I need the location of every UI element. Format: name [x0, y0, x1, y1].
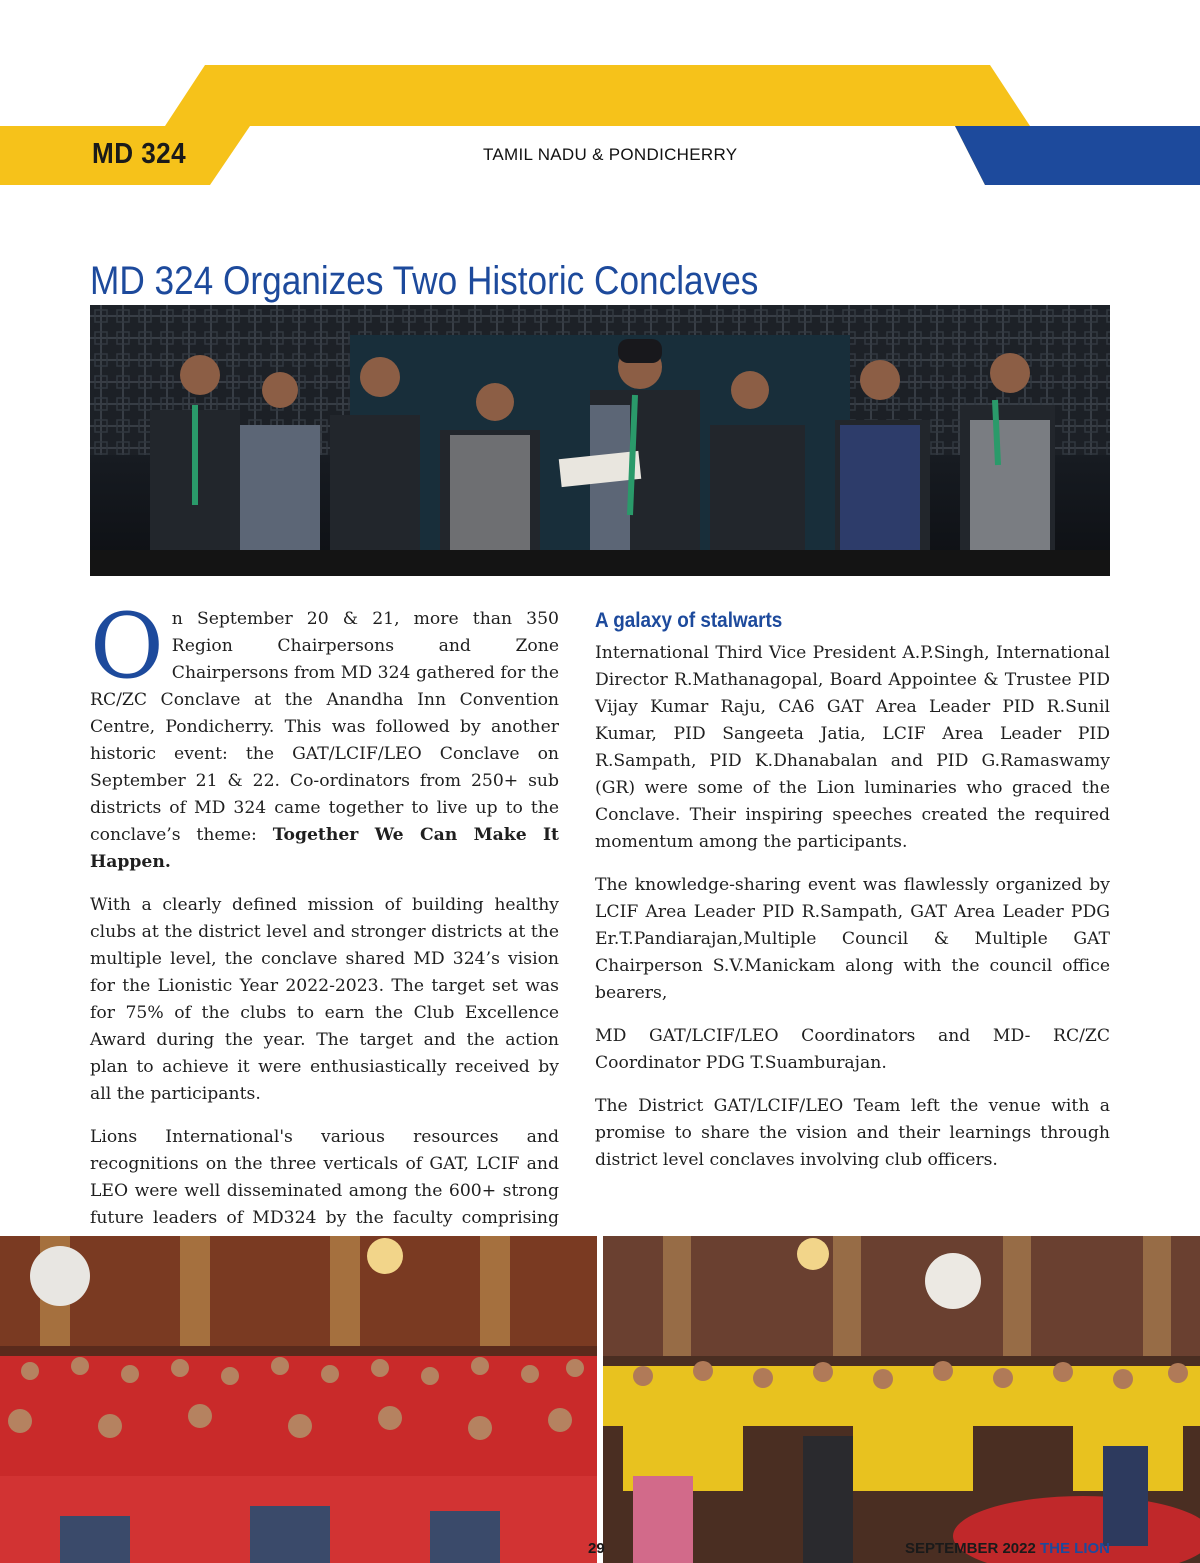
- right-column: [595, 606, 1110, 1190]
- magazine-footer: [905, 1540, 1110, 1557]
- organizers-paragraph: The knowledge-sharing event was flawlessly organized by LCIF Area Leader PID R.Sampath, GAT Area Leader PDG Er.T.Pandiarajan,Multiple Council & Multiple GAT Chairperson S.V.Manickam along with the council office bearers,: [595, 875, 1110, 1003]
- audience-photo-red: [0, 1236, 597, 1563]
- left-column: [90, 594, 559, 1275]
- conclave-theme: Together We Can Make It Happen.: [90, 825, 559, 872]
- district-code: MD 324: [92, 138, 187, 170]
- region-label: TAMIL NADU & PONDICHERRY: [483, 145, 738, 164]
- stalwarts-paragraph: International Third Vice President A.P.Singh, International Director R.Mathanagopal, Board Appointee & Trustee PID Vijay Kumar Raju, CA6 GAT Area Leader PID R.Sunil Kumar, PID Sangeeta Jatia, LCIF Area Leader PID R.Sampath, PID K.Dhanabalan and PID G.Ramaswamy (GR) were some of the Lion luminaries who graced the Conclave. Their inspiring speeches created the required momentum among the participants.: [595, 643, 1110, 852]
- magazine-name: THE LION: [1040, 1540, 1110, 1557]
- intro-text: n September 20 & 21, more than 350 Region Chairpersons and Zone Chairpersons from MD 324 gathered for the RC/ZC Conclave at the Anandha Inn Convention Centre, Pondicherry. This was followed by another historic event: the GAT/LCIF/LEO Conclave on September 21 & 22. Co-ordinators from 250+ sub districts of MD 324 came together to live up to the conclave’s theme:: [90, 609, 559, 845]
- page-number: 29: [588, 1540, 605, 1557]
- issue-month: SEPTEMBER 2022: [904, 1540, 1036, 1557]
- mission-paragraph: With a clearly defined mission of building healthy clubs at the district level and stronger districts at the multiple level, the conclave shared MD 324’s vision for the Lionistic Year 2022-2023. The target set was for 75% of the clubs to earn the Club Excellence Award during the year. The target and the action plan to achieve it were enthusiastically received by all the participants.: [90, 895, 559, 1104]
- top-group-photo: [90, 305, 1110, 576]
- intro-paragraph: [90, 594, 559, 876]
- closing-paragraph: The District GAT/LCIF/LEO Team left the venue with a promise to share the vision and their learnings through district level conclaves involving club officers.: [595, 1096, 1110, 1170]
- audience-photo-yellow: [603, 1236, 1200, 1563]
- section-subhead: A galaxy of stalwarts: [595, 609, 783, 632]
- resources-paragraph: Lions International's various resources and recognitions on the three verticals of GAT, LCIF and LEO were well disseminated among the 600+ strong future leaders of MD324 by the faculty comprising: [90, 1127, 559, 1228]
- drop-cap: O: [90, 594, 164, 699]
- article-title: MD 324 Organizes Two Historic Conclaves: [90, 258, 759, 303]
- coordinators-paragraph: MD GAT/LCIF/LEO Coordinators and MD- RC/ZC Coordinator PDG T.Suamburajan.: [595, 1026, 1110, 1073]
